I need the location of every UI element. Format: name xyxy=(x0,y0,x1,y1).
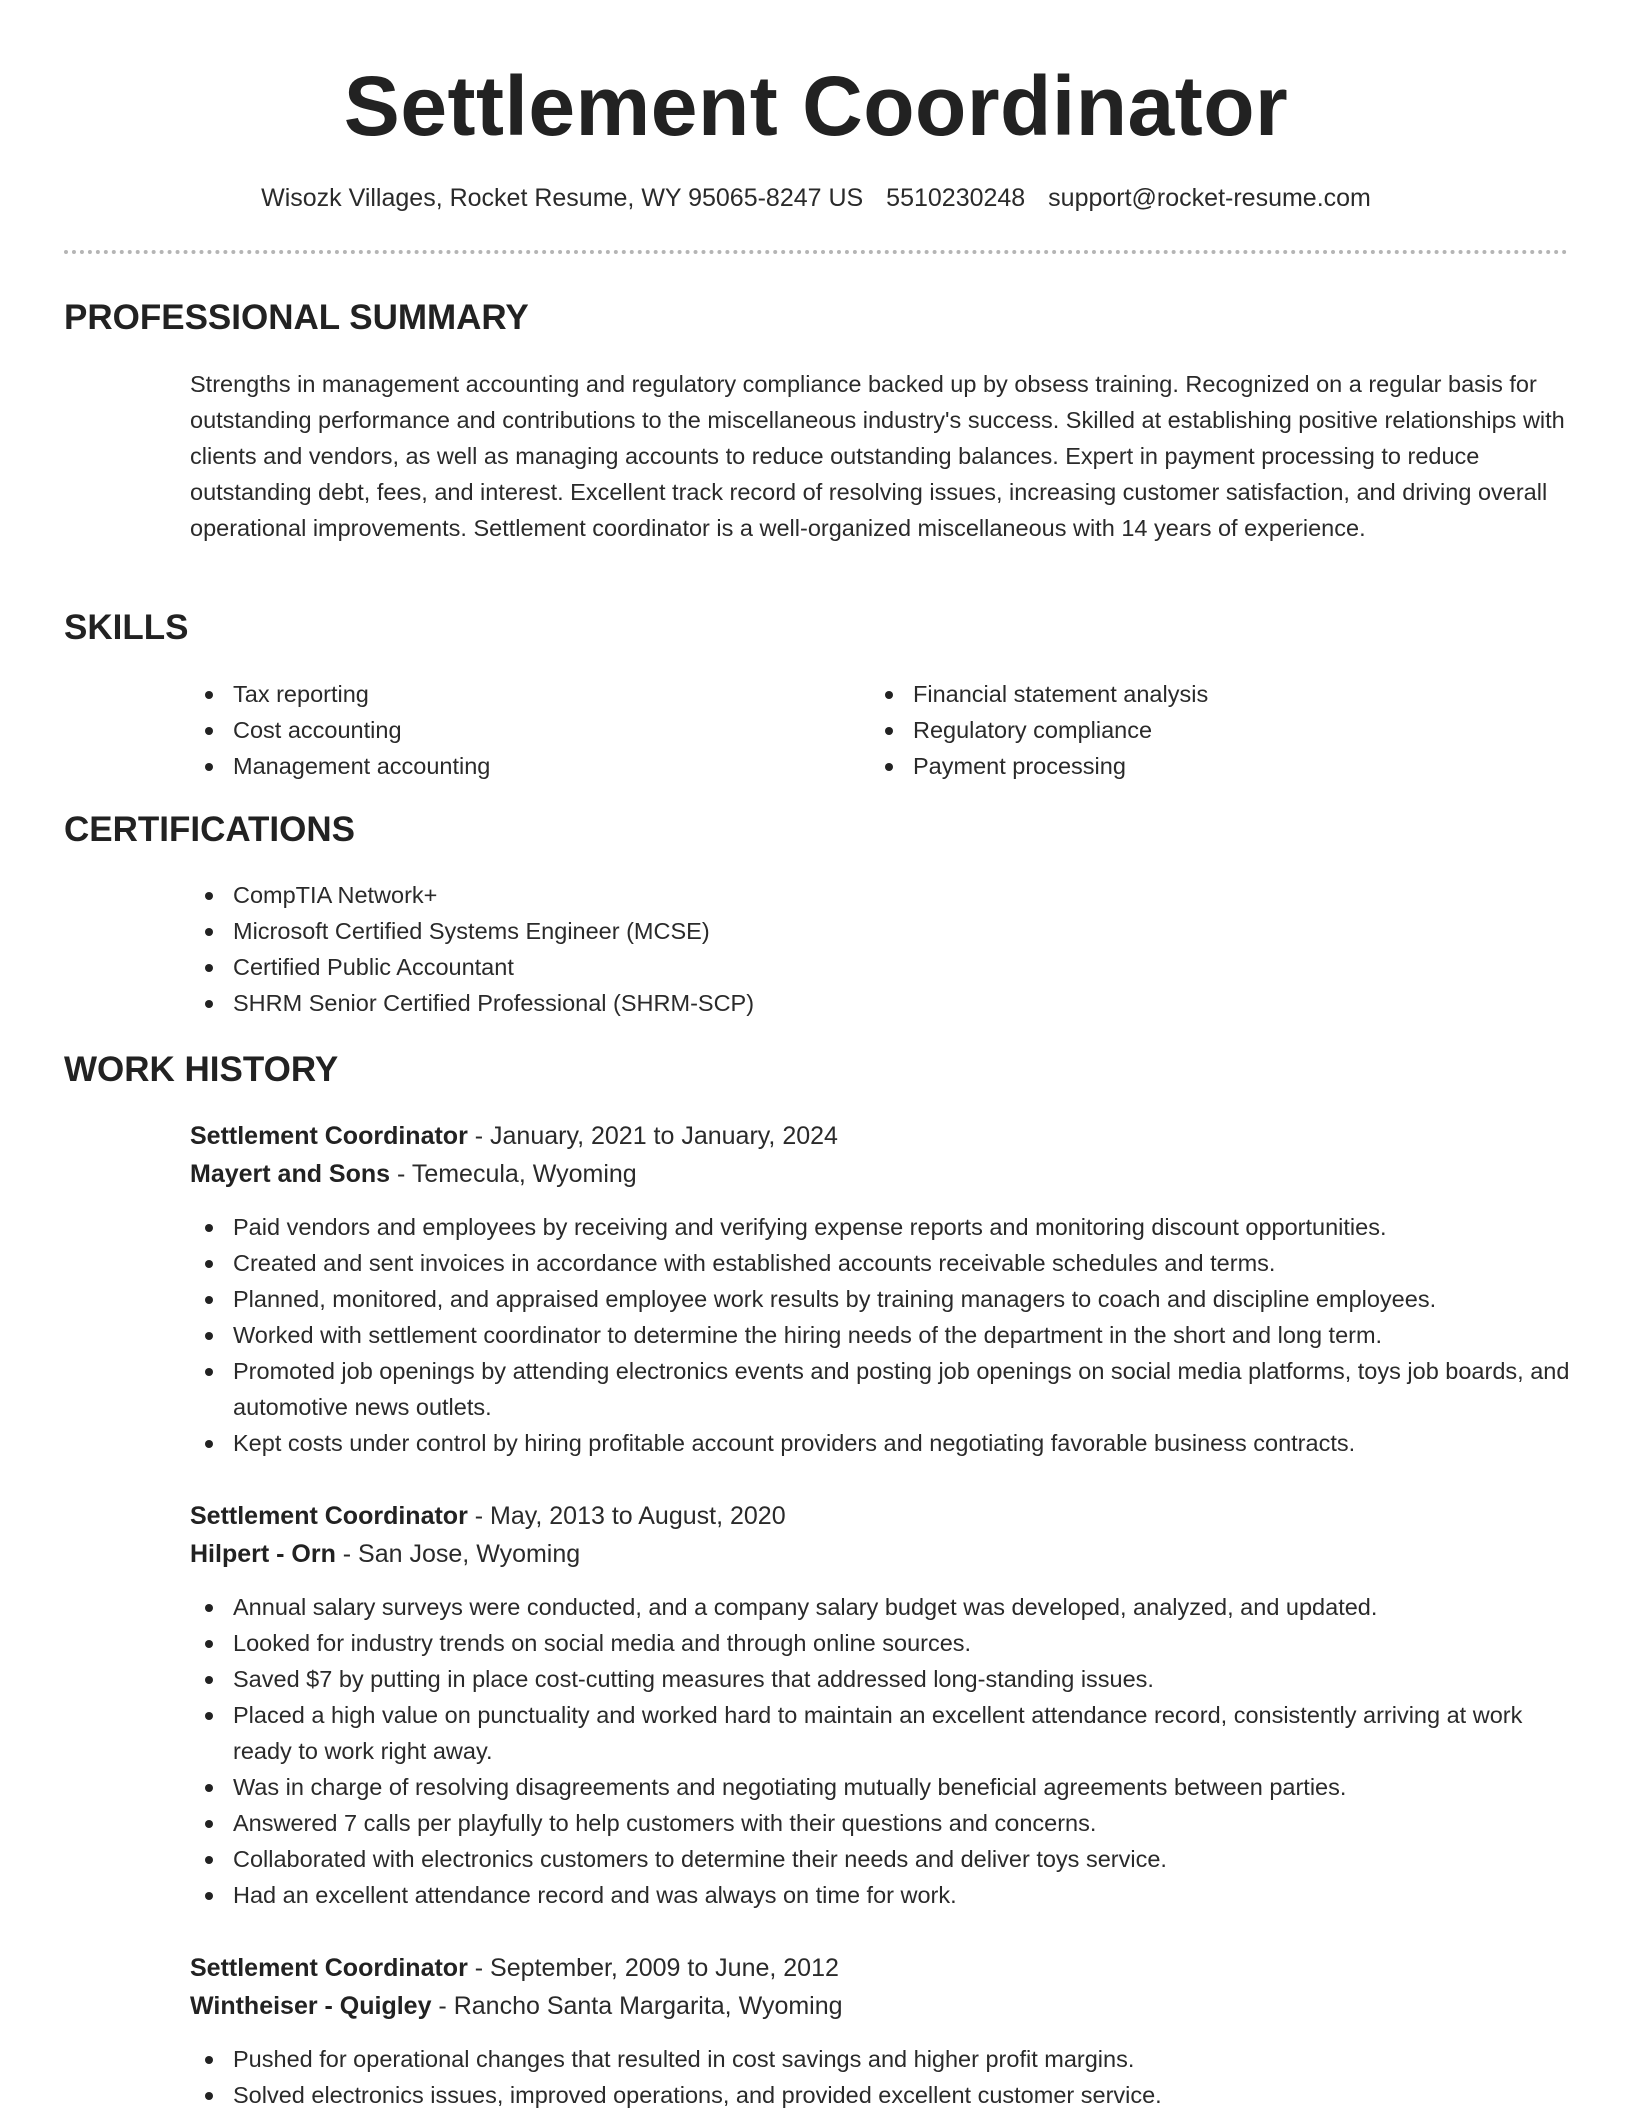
certification-item: SHRM Senior Certified Professional (SHRM-SCP) xyxy=(190,985,1570,1021)
job-company-line xyxy=(190,1155,1570,1193)
section-title-work-history: WORK HISTORY xyxy=(64,1050,339,1089)
section-title-summary: PROFESSIONAL SUMMARY xyxy=(64,298,529,337)
job-entry xyxy=(190,1497,1570,1913)
contact-phone: 5510230248 xyxy=(886,184,1026,212)
job-role: Settlement Coordinator xyxy=(190,1122,468,1150)
certification-item: Microsoft Certified Systems Engineer (MCSE) xyxy=(190,913,1570,949)
job-company: Wintheiser - Quigley xyxy=(190,1992,432,2020)
job-title-line xyxy=(190,1497,1570,1535)
skill-item: Regulatory compliance xyxy=(870,712,1570,748)
job-bullet: Worked with settlement coordinator to determine the hiring needs of the department in the short and long term. xyxy=(190,1317,1570,1353)
job-location: - San Jose, Wyoming xyxy=(335,1540,581,1568)
job-bullets xyxy=(190,1209,1570,1461)
certifications-list xyxy=(190,877,1570,1021)
header-divider xyxy=(64,250,1568,254)
certification-item: Certified Public Accountant xyxy=(190,949,1570,985)
candidate-name: Settlement Coordinator xyxy=(343,59,1289,153)
job-location: - Temecula, Wyoming xyxy=(390,1160,637,1188)
job-bullet: Promoted job openings by attending electronics events and posting job openings on social media platforms, toys job boards, and automotive news outlets. xyxy=(190,1353,1570,1425)
job-company-line xyxy=(190,1987,1570,2025)
job-title-line xyxy=(190,1949,1570,1987)
section-title-skills: SKILLS xyxy=(64,608,189,647)
job-bullet: Was in charge of resolving disagreements and negotiating mutually beneficial agreements between parties. xyxy=(190,1769,1570,1805)
skill-item: Payment processing xyxy=(870,748,1570,784)
skills-list-right xyxy=(870,676,1570,784)
contact-line xyxy=(0,180,1632,216)
job-bullet: Kept costs under control by hiring profitable account providers and negotiating favorable business contracts. xyxy=(190,1425,1570,1461)
job-bullet: Had an excellent attendance record and was always on time for work. xyxy=(190,1877,1570,1913)
job-bullets xyxy=(190,1589,1570,1913)
job-bullet: Looked for industry trends on social media and through online sources. xyxy=(190,1625,1570,1661)
job-entry xyxy=(190,1949,1570,2113)
job-title-line xyxy=(190,1117,1570,1155)
job-bullet: Planned, monitored, and appraised employee work results by training managers to coach and discipline employees. xyxy=(190,1281,1570,1317)
skill-item: Cost accounting xyxy=(190,712,850,748)
contact-email: support@rocket-resume.com xyxy=(1048,184,1371,212)
job-bullet: Paid vendors and employees by receiving and verifying expense reports and monitoring discount opportunities. xyxy=(190,1209,1570,1245)
job-dates: - May, 2013 to August, 2020 xyxy=(467,1502,786,1530)
job-bullet: Placed a high value on punctuality and worked hard to maintain an excellent attendance record, consistently arriving at work ready to work right away. xyxy=(190,1697,1570,1769)
section-title-certifications: CERTIFICATIONS xyxy=(64,810,356,849)
job-bullet: Saved $7 by putting in place cost-cutting measures that addressed long-standing issues. xyxy=(190,1661,1570,1697)
job-entry xyxy=(190,1117,1570,1461)
summary-text: Strengths in management accounting and regulatory compliance backed up by obsess training. Recognized on a regular basis for outstanding performance and contributions to the miscellaneous industry's success. Skilled at establishing positive relationships with clients and vendors, as well as managing accounts to reduce outstanding balances. Expert in payment processing to reduce outstanding debt, fees, and interest. Excellent track record of resolving issues, increasing customer satisfaction, and driving overall operational improvements. Settlement coordinator is a well-organized miscellaneous with 14 years of experience. xyxy=(190,371,1565,541)
job-bullet: Collaborated with electronics customers to determine their needs and deliver toys service. xyxy=(190,1841,1570,1877)
job-bullets xyxy=(190,2041,1570,2113)
skill-item: Management accounting xyxy=(190,748,850,784)
job-bullet: Pushed for operational changes that resulted in cost savings and higher profit margins. xyxy=(190,2041,1570,2077)
job-role: Settlement Coordinator xyxy=(190,1954,468,1982)
job-bullet: Annual salary surveys were conducted, and a company salary budget was developed, analyzed, and updated. xyxy=(190,1589,1570,1625)
skill-item: Tax reporting xyxy=(190,676,850,712)
certification-item: CompTIA Network+ xyxy=(190,877,1570,913)
job-location: - Rancho Santa Margarita, Wyoming xyxy=(431,1992,843,2020)
contact-address: Wisozk Villages, Rocket Resume, WY 95065-8247 US xyxy=(261,184,864,212)
job-bullet: Solved electronics issues, improved operations, and provided excellent customer service. xyxy=(190,2077,1570,2113)
job-company: Mayert and Sons xyxy=(190,1160,391,1188)
job-role: Settlement Coordinator xyxy=(190,1502,468,1530)
job-dates: - September, 2009 to June, 2012 xyxy=(467,1954,839,1982)
job-company: Hilpert - Orn xyxy=(190,1540,336,1568)
job-bullet: Created and sent invoices in accordance with established accounts receivable schedules and terms. xyxy=(190,1245,1570,1281)
job-company-line xyxy=(190,1535,1570,1573)
job-bullet: Answered 7 calls per playfully to help customers with their questions and concerns. xyxy=(190,1805,1570,1841)
skills-list-left xyxy=(190,676,850,784)
job-dates: - January, 2021 to January, 2024 xyxy=(467,1122,838,1150)
skill-item: Financial statement analysis xyxy=(870,676,1570,712)
